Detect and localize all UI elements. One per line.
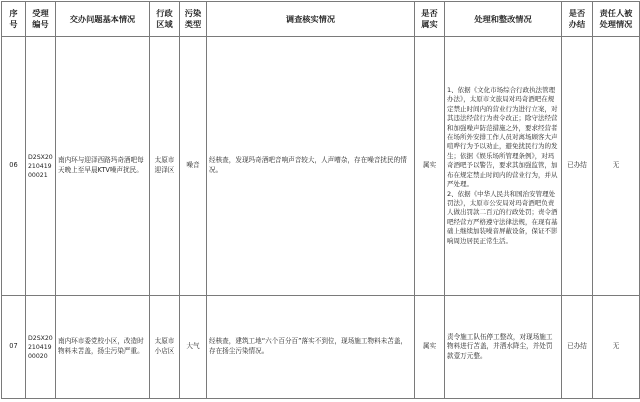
header-survey: 调查核实情况: [207, 2, 415, 37]
cell-seq: 06: [2, 37, 26, 296]
cell-district: 太原市小店区: [150, 296, 180, 399]
cell-verified: 属实: [415, 296, 445, 399]
cell-issue: 南内环市委党校小区，改造时物料未苫盖，扬尘污染严重。: [56, 296, 150, 399]
cell-accountability: 无: [593, 296, 640, 399]
header-seq: 序 号: [2, 2, 26, 37]
header-pollution: 污染 类型: [180, 2, 207, 37]
header-issue: 交办问题基本情况: [56, 2, 150, 37]
cell-survey: 经核查，发现玛奇酒吧音响声音较大，人声嘈杂，存在噪音扰民的情况。: [207, 37, 415, 296]
cell-closed: 已办结: [562, 37, 593, 296]
header-handling: 处理和整改情况: [445, 2, 562, 37]
cell-handling: 责令施工队伍停工整改，对现场施工物料进行苫盖，并洒水降尘，并处罚款壹万元整。: [445, 296, 562, 399]
cell-handling: 1、依据《文化市场综合行政执法管理办法》，太原市文旅局对玛奇酒吧在规定禁止时间内的营业行为进行立案，对其违法经营行为责令改正；除守法经营和加强噪声防范措施之外，要求经营者在场所外安排工作人员对离场顾客大声喧哗行为予以劝止，避免扰民行为的发生；依据《娱乐场所管理条例》，对玛奇酒吧予以警告，要求其加强监管，加布在规定禁止时间内的营业行为，并从严处理。 2、依据《中华人民共和国治安管理处罚法》，太原市公安局对玛奇酒吧负责人做出罚款二百元的行政处罚；责令酒吧经营方严格遵守法律法规，在现有基础上继续加装噪音屏蔽设备，保证不影响周边居民正常生活。: [445, 37, 562, 296]
cell-accountability: 无: [593, 37, 640, 296]
cell-issue: 南内环与迎泽西路玛奇酒吧每天晚上至早晨KTV噪声扰民。: [56, 37, 150, 296]
cell-pollution: 噪音: [180, 37, 207, 296]
cell-closed: 已办结: [562, 296, 593, 399]
header-accountability: 责任人被 处理情况: [593, 2, 640, 37]
header-closed: 是否 办结: [562, 2, 593, 37]
cell-verified: 属实: [415, 37, 445, 296]
cell-seq: 07: [2, 296, 26, 399]
cell-id: D2SX2021041900021: [26, 37, 56, 296]
cell-id: D2SX2021041900020: [26, 296, 56, 399]
cell-district: 太原市迎泽区: [150, 37, 180, 296]
header-id: 受理 编号: [26, 2, 56, 37]
table-row: [2, 37, 640, 296]
header-district: 行政 区域: [150, 2, 180, 37]
header-verified: 是否 属实: [415, 2, 445, 37]
cell-pollution: 大气: [180, 296, 207, 399]
header-row: [2, 2, 640, 37]
complaint-table: [1, 1, 640, 399]
table-row: [2, 296, 640, 399]
cell-survey: 经核查，建筑工地“六个百分百”落实不到位，现场施工物料未苫盖，存在扬尘污染情况。: [207, 296, 415, 399]
